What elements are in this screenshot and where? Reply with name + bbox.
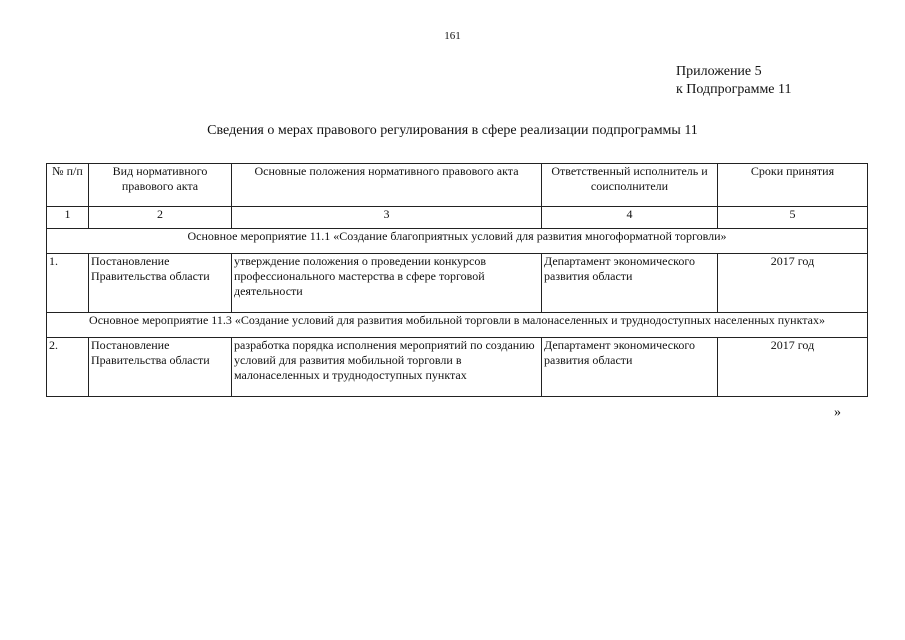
closing-quote-mark: » (834, 405, 841, 420)
section-title: Основное мероприятие 11.1 «Создание благоприятных условий для развития многоформатной торговли» (47, 229, 868, 254)
column-number: 1 (47, 207, 89, 229)
section-row (47, 229, 868, 254)
section-row (47, 313, 868, 338)
act-type-cell: Постановление Правительства области (89, 338, 232, 397)
deadline-cell: 2017 год (718, 254, 868, 313)
header-provisions: Основные положения нормативного правового акта (232, 164, 542, 207)
provisions-cell: разработка порядка исполнения мероприятий по созданию условий для развития мобильной торговли в малонаселенных и труднодоступных пунктах (232, 338, 542, 397)
column-number: 5 (718, 207, 868, 229)
row-number: 2. (47, 338, 89, 397)
header-number: № п/п (47, 164, 89, 207)
table-row (47, 254, 868, 313)
column-number: 2 (89, 207, 232, 229)
document-title: Сведения о мерах правового регулирования в сфере реализации подпрограммы 11 (207, 123, 698, 138)
table-header-row (47, 164, 868, 207)
deadline-cell: 2017 год (718, 338, 868, 397)
header-act-type: Вид нормативного правового акта (89, 164, 232, 207)
responsible-cell: Департамент экономического развития области (542, 254, 718, 313)
column-number: 4 (542, 207, 718, 229)
section-title: Основное мероприятие 11.3 «Создание условий для развития мобильной торговли в малонаселенных и труднодоступных населенных пунктах» (47, 313, 868, 338)
measures-table (46, 163, 868, 397)
appendix-line-2: к Подпрограмме 11 (676, 82, 792, 97)
column-numbers-row (47, 207, 868, 229)
column-number: 3 (232, 207, 542, 229)
row-number: 1. (47, 254, 89, 313)
provisions-cell: утверждение положения о проведении конкурсов профессионального мастерства в сфере торговой деятельности (232, 254, 542, 313)
act-type-cell: Постановление Правительства области (89, 254, 232, 313)
table-row (47, 338, 868, 397)
header-deadline: Сроки принятия (718, 164, 868, 207)
responsible-cell: Департамент экономического развития области (542, 338, 718, 397)
header-responsible: Ответственный исполнитель и соисполнители (542, 164, 718, 207)
appendix-line-1: Приложение 5 (676, 64, 762, 79)
appendix-reference (676, 63, 792, 99)
page-number: 161 (444, 30, 461, 42)
